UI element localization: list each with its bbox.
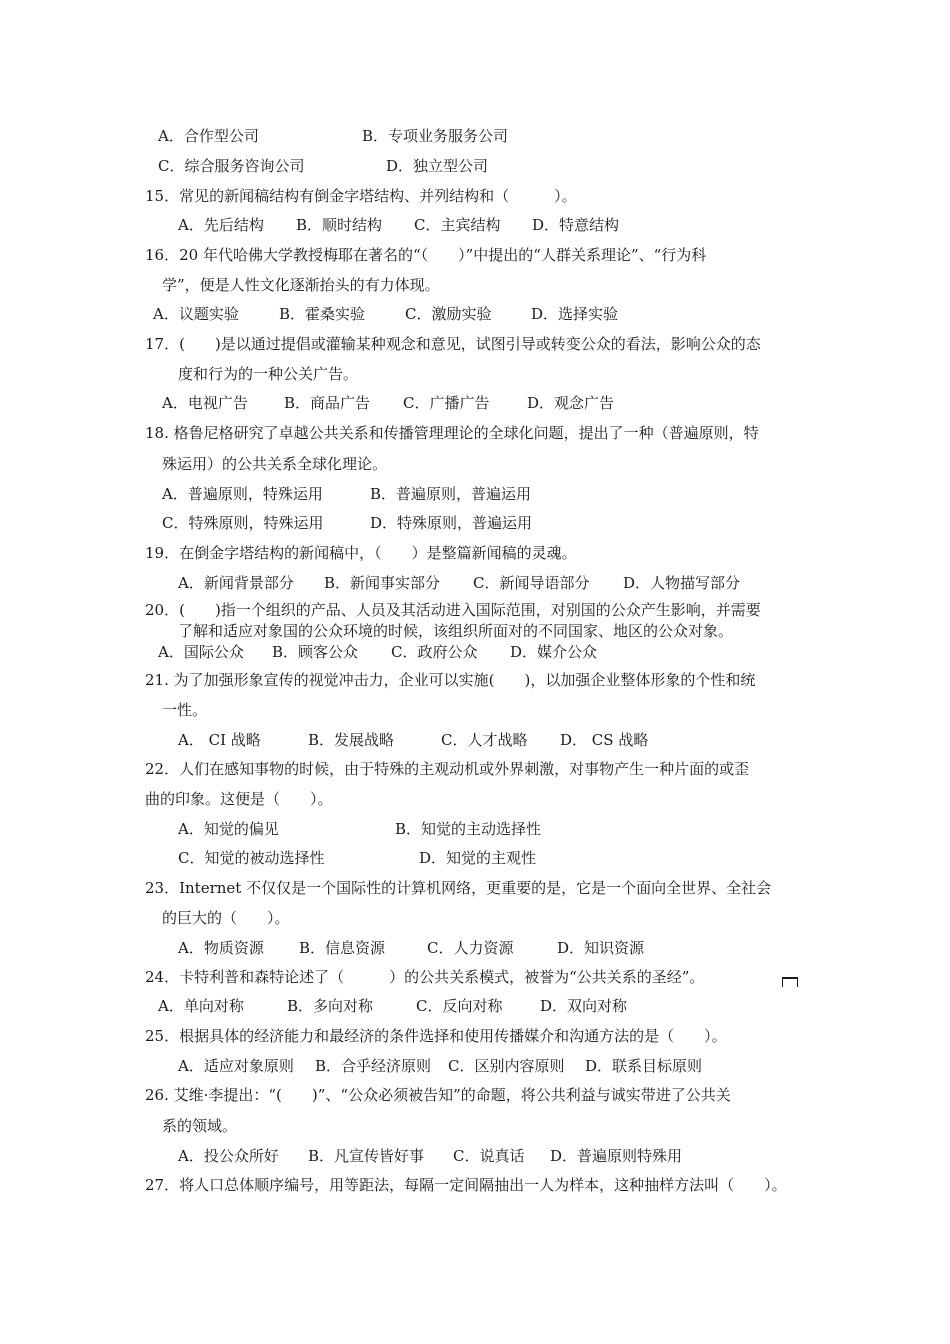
q25-option-a: A．适应对象原则 <box>178 1057 294 1075</box>
q15-option-c: C．主宾结构 <box>414 216 501 234</box>
q17-stem-line1: 17．( )是以通过提倡或灌输某种观念和意见，试图引导或转变公众的看法，影响公众的态 <box>145 335 761 353</box>
q21-option-d: D． CS 战略 <box>560 731 649 749</box>
q23-option-a: A．物质资源 <box>178 939 264 957</box>
bracket-mark-icon <box>782 977 798 987</box>
q24-option-a: A．单向对称 <box>158 997 244 1015</box>
q22-option-b: B．知觉的主动选择性 <box>395 820 542 838</box>
q25-option-b: B．合乎经济原则 <box>315 1057 432 1075</box>
q17-option-c: C．广播广告 <box>403 394 490 412</box>
q16-option-c: C．激励实验 <box>405 305 492 323</box>
q24-option-d: D．双向对称 <box>540 997 628 1015</box>
q19-option-c: C．新闻导语部分 <box>473 574 590 592</box>
q26-option-d: D．普遍原则特殊用 <box>550 1147 683 1165</box>
q18-option-c: C．特殊原则，特殊运用 <box>162 514 324 532</box>
q25-stem: 25．根据具体的经济能力和最经济的条件选择和使用传播媒介和沟通方法的是（ ）。 <box>145 1027 727 1045</box>
q16-option-a: A．议题实验 <box>153 305 239 323</box>
q20-option-c: C．政府公众 <box>391 643 478 661</box>
q20-option-b: B．顾客公众 <box>272 643 359 661</box>
q23-option-d: D．知识资源 <box>557 939 645 957</box>
q22-option-a: A．知觉的偏见 <box>178 820 279 838</box>
q15-option-d: D．特意结构 <box>532 216 620 234</box>
q27-stem: 27．将人口总体顺序编号，用等距法，每隔一定间隔抽出一人为样本，这种抽样方法叫（ ）。 <box>145 1176 787 1194</box>
q16-stem-line2: 学”，便是人性文化逐渐抬头的有力体现。 <box>162 276 440 294</box>
q23-stem-line2: 的巨大的（ ）。 <box>162 909 290 927</box>
q20-option-a: A．国际公众 <box>158 643 244 661</box>
q21-option-a: A． CI 战略 <box>178 731 261 749</box>
q21-option-c: C．人才战略 <box>441 731 528 749</box>
q18-option-b: B．普遍原则，普遍运用 <box>370 485 532 503</box>
q21-stem-line2: 一性。 <box>162 701 208 719</box>
q19-option-b: B．新闻事实部分 <box>324 574 441 592</box>
q26-stem-line2: 系的领域。 <box>162 1117 238 1135</box>
q15-stem: 15．常见的新闻稿结构有倒金字塔结构、并列结构和（ ）。 <box>145 187 577 205</box>
q17-stem-line2: 度和行为的一种公关广告。 <box>178 365 359 383</box>
q14-option-b: B．专项业务服务公司 <box>362 127 509 145</box>
q17-option-a: A．电视广告 <box>162 394 248 412</box>
q22-option-c: C．知觉的被动选择性 <box>178 849 325 867</box>
q16-stem-line1: 16．20 年代哈佛大学教授梅耶在著名的“（ ）”中提出的“人群关系理论”、“行为科 <box>145 246 707 264</box>
q14-option-a: A．合作型公司 <box>158 127 259 145</box>
q21-option-b: B．发展战略 <box>308 731 395 749</box>
q24-option-b: B．多向对称 <box>287 997 374 1015</box>
q23-stem-line1: 23．Internet 不仅仅是一个国际性的计算机网络，更重要的是，它是一个面向全世界、全社会 <box>145 879 772 897</box>
q16-option-d: D．选择实验 <box>531 305 619 323</box>
q15-option-a: A．先后结构 <box>178 216 264 234</box>
q15-option-b: B．顺时结构 <box>296 216 383 234</box>
q25-option-c: C．区别内容原则 <box>448 1057 565 1075</box>
q25-option-d: D．联系目标原则 <box>585 1057 703 1075</box>
q18-stem-line2: 殊运用）的公共关系全球化理论。 <box>162 455 388 473</box>
q24-option-c: C．反向对称 <box>416 997 503 1015</box>
q18-option-a: A．普遍原则，特殊运用 <box>162 485 323 503</box>
q26-option-b: B．凡宣传皆好事 <box>308 1147 425 1165</box>
q17-option-d: D．观念广告 <box>527 394 615 412</box>
q17-option-b: B．商品广告 <box>284 394 371 412</box>
q22-option-d: D．知觉的主观性 <box>419 849 537 867</box>
q16-option-b: B．霍桑实验 <box>279 305 366 323</box>
q23-option-c: C．人力资源 <box>427 939 514 957</box>
q20-stem-line1: 20．( )指一个组织的产品、人员及其活动进入国际范围，对别国的公众产生影响，并需要 <box>145 601 761 619</box>
q21-stem-line1: 21. 为了加强形象宣传的视觉冲击力，企业可以实施( )，以加强企业整体形象的个性和统 <box>145 671 756 689</box>
q14-option-c: C．综合服务咨询公司 <box>158 157 305 175</box>
q19-option-d: D．人物描写部分 <box>623 574 741 592</box>
q24-stem: 24．卡特利普和森特论述了（ ）的公共关系模式，被誉为“公共关系的圣经”。 <box>145 968 705 986</box>
q14-option-d: D．独立型公司 <box>386 157 489 175</box>
q26-option-a: A．投公众所好 <box>178 1147 279 1165</box>
q18-stem-line1: 18. 格鲁尼格研究了卓越公共关系和传播管理理论的全球化问题，提出了一种（普遍原则，特 <box>145 424 759 442</box>
q19-stem: 19．在倒金字塔结构的新闻稿中，（ ）是整篇新闻稿的灵魂。 <box>145 544 577 562</box>
q26-option-c: C．说真话 <box>453 1147 525 1165</box>
q23-option-b: B．信息资源 <box>299 939 386 957</box>
q22-stem-line1: 22．人们在感知事物的时候，由于特殊的主观动机或外界刺激，对事物产生一种片面的或歪 <box>145 760 750 778</box>
q18-option-d: D．特殊原则，普遍运用 <box>370 514 533 532</box>
q20-option-d: D．媒介公众 <box>510 643 598 661</box>
q19-option-a: A．新闻背景部分 <box>178 574 294 592</box>
q26-stem-line1: 26. 艾维·李提出：“( )”、“公众必须被告知”的命题，将公共利益与诚实带进了公共关 <box>145 1086 731 1104</box>
q20-stem-line2: 了解和适应对象国的公众环境的时候，该组织所面对的不同国家、地区的公众对象。 <box>178 622 734 640</box>
q22-stem-line2: 曲的印象。这便是（ ）。 <box>145 790 333 808</box>
